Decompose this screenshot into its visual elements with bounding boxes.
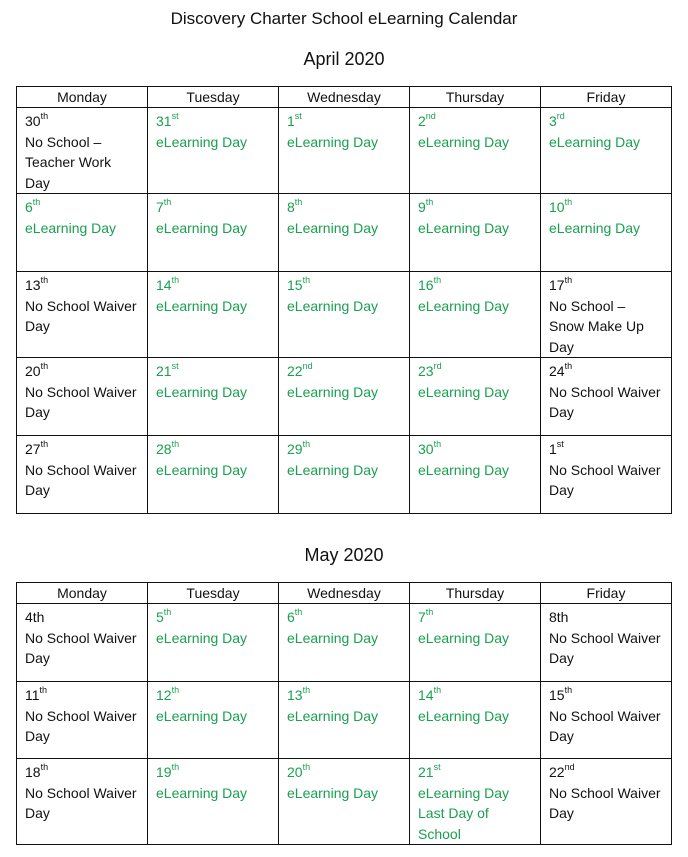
day-cell [541, 759, 672, 845]
day-number-value: 16 [418, 277, 434, 293]
day-number-value: 31 [156, 113, 172, 129]
day-number [287, 685, 401, 706]
day-number-value: 22 [549, 764, 565, 780]
day-number [287, 111, 401, 132]
day-number-value: 30 [25, 113, 41, 129]
week-row [17, 358, 672, 436]
day-status-text: eLearning Day [25, 219, 117, 236]
day-cell [541, 108, 672, 194]
day-status-text: No School Waiver Day [549, 707, 661, 744]
day-status-text: eLearning Day [287, 707, 379, 724]
month-title-may: May 2020 [304, 545, 384, 565]
day-cell [410, 436, 541, 514]
day-status-text: eLearning Day [549, 133, 641, 150]
day-status-text: No School Waiver Day [549, 629, 661, 666]
day-status-text: eLearning Day [418, 297, 510, 314]
day-number-suffix: st [294, 111, 302, 122]
day-number [156, 685, 270, 706]
day-number [25, 762, 139, 783]
page-title: Discovery Charter School eLearning Calendar [170, 9, 518, 28]
day-cell [410, 759, 541, 845]
day-cell [279, 604, 410, 682]
day-number [25, 275, 139, 296]
day-cell [410, 604, 541, 682]
day-cell [541, 604, 672, 682]
day-number-value: 15 [287, 277, 303, 293]
day-number-suffix: th [40, 762, 49, 773]
day-number-value: 22 [287, 363, 303, 379]
day-status-text: eLearning Day [418, 629, 510, 646]
day-status-text: eLearning Day [418, 219, 510, 236]
day-number-suffix: rd [556, 111, 565, 122]
weekday-header: Thursday [410, 583, 541, 604]
day-status-text: eLearning Day [156, 461, 248, 478]
day-number-value: 6 [287, 609, 295, 625]
day-number-value: 27 [25, 441, 41, 457]
day-number-value: 28 [156, 441, 172, 457]
day-number-value: 21 [418, 764, 434, 780]
day-number-value: 20 [287, 764, 303, 780]
day-status-text: eLearning Day [156, 219, 248, 236]
day-number-value: 14 [418, 687, 434, 703]
day-cell [148, 604, 279, 682]
day-number [418, 275, 532, 296]
day-number [287, 275, 401, 296]
day-number-suffix: th [171, 685, 180, 696]
day-status-text: eLearning Day [418, 461, 510, 478]
weekday-header: Thursday [410, 87, 541, 108]
weekday-header: Tuesday [148, 583, 279, 604]
day-number [25, 111, 139, 132]
day-number-value: 29 [287, 441, 303, 457]
month-title-april: April 2020 [303, 49, 385, 69]
week-row [17, 272, 672, 358]
day-status-text: eLearning Day [287, 133, 379, 150]
day-number-suffix: th [433, 439, 442, 450]
day-status-text: No School – Snow Make Up Day [549, 297, 644, 355]
day-number-suffix: th [40, 439, 49, 450]
weekday-header: Friday [541, 583, 672, 604]
weekday-header: Monday [17, 583, 148, 604]
day-cell [148, 436, 279, 514]
day-number [418, 439, 532, 460]
day-cell [541, 194, 672, 272]
day-status-text: eLearning Day Last Day of School [418, 784, 510, 842]
day-number [418, 762, 532, 783]
day-cell [279, 759, 410, 845]
day-status-text: eLearning Day [418, 383, 510, 400]
day-number [25, 197, 139, 218]
day-number-suffix: th [564, 685, 573, 696]
day-number-suffix: st [433, 762, 441, 773]
day-number [549, 685, 663, 706]
day-cell [279, 194, 410, 272]
day-number-value: 30 [418, 441, 434, 457]
day-number [287, 361, 401, 382]
day-cell [541, 272, 672, 358]
day-number-value: 7 [156, 199, 164, 215]
day-number [156, 197, 270, 218]
day-status-text: No School Waiver Day [25, 297, 137, 334]
day-number [418, 607, 532, 628]
day-cell [17, 272, 148, 358]
day-number-value: 11 [25, 687, 40, 703]
day-number-value: 7 [418, 609, 426, 625]
day-status-text: No School Waiver Day [25, 461, 137, 498]
day-cell [148, 108, 279, 194]
day-number [418, 685, 532, 706]
day-status-text: No School Waiver Day [25, 383, 137, 420]
week-row [17, 604, 672, 682]
day-number [549, 439, 663, 460]
day-cell [17, 108, 148, 194]
day-cell [17, 759, 148, 845]
day-number-suffix: nd [564, 762, 575, 773]
day-number-suffix: th [302, 762, 311, 773]
day-number-value: 19 [156, 764, 172, 780]
day-number [549, 111, 663, 132]
week-row [17, 108, 672, 194]
day-status-text: No School – Teacher Work Day [25, 133, 112, 191]
day-status-text: eLearning Day [156, 784, 248, 801]
day-status-text: eLearning Day [287, 629, 379, 646]
day-number-suffix: th [39, 685, 48, 696]
day-number-suffix: th [302, 439, 311, 450]
day-number-suffix: th [294, 607, 303, 618]
day-number-suffix: th [294, 197, 303, 208]
day-number-value: 1 [549, 441, 557, 457]
day-number-value: 24 [549, 363, 565, 379]
day-number-suffix: th [425, 607, 434, 618]
day-number-value: 8th [549, 609, 569, 625]
day-number-value: 5 [156, 609, 164, 625]
day-number-suffix: th [163, 197, 172, 208]
day-number-value: 17 [549, 277, 565, 293]
day-status-text: eLearning Day [156, 707, 248, 724]
day-number [25, 439, 139, 460]
day-number [25, 607, 139, 628]
day-number-suffix: th [302, 685, 311, 696]
day-number [156, 361, 270, 382]
day-cell [410, 194, 541, 272]
day-number-suffix: th [433, 275, 442, 286]
day-cell [410, 682, 541, 759]
day-number-suffix: th [425, 197, 434, 208]
day-number-suffix: th [302, 275, 311, 286]
day-number [156, 275, 270, 296]
day-cell [279, 436, 410, 514]
day-cell [17, 358, 148, 436]
day-number [156, 607, 270, 628]
day-number-value: 6 [25, 199, 33, 215]
day-cell [17, 682, 148, 759]
day-number-value: 1 [287, 113, 295, 129]
calendar-april [16, 86, 672, 514]
day-cell [541, 682, 672, 759]
day-number-value: 23 [418, 363, 434, 379]
day-status-text: No School Waiver Day [25, 629, 137, 666]
day-number [156, 439, 270, 460]
day-number-value: 21 [156, 363, 172, 379]
day-cell [148, 272, 279, 358]
day-number-suffix: th [564, 361, 573, 372]
day-cell [410, 108, 541, 194]
day-number-value: 14 [156, 277, 172, 293]
day-number-suffix: th [40, 111, 49, 122]
day-number [549, 197, 663, 218]
day-number [25, 361, 139, 382]
day-number-suffix: rd [433, 361, 442, 372]
day-number-value: 9 [418, 199, 426, 215]
weekday-header: Friday [541, 87, 672, 108]
weekday-header: Wednesday [279, 583, 410, 604]
day-status-text: eLearning Day [156, 297, 248, 314]
day-number-value: 15 [549, 687, 565, 703]
day-number-suffix: th [171, 439, 180, 450]
day-status-text: No School Waiver Day [549, 784, 661, 821]
day-status-text: eLearning Day [156, 629, 248, 646]
day-number [287, 762, 401, 783]
day-number [287, 439, 401, 460]
day-number [287, 607, 401, 628]
day-cell [279, 358, 410, 436]
day-number [156, 762, 270, 783]
day-number-suffix: th [40, 361, 49, 372]
day-number-suffix: st [171, 361, 179, 372]
day-number [418, 197, 532, 218]
day-number [25, 685, 139, 706]
weekday-header: Wednesday [279, 87, 410, 108]
day-number [549, 361, 663, 382]
day-status-text: eLearning Day [418, 133, 510, 150]
day-number-suffix: nd [302, 361, 313, 372]
day-number-suffix: th [171, 275, 180, 286]
day-number-value: 13 [287, 687, 303, 703]
day-number-value: 20 [25, 363, 41, 379]
day-number-value: 18 [25, 764, 41, 780]
day-status-text: No School Waiver Day [25, 784, 137, 821]
weekday-header: Tuesday [148, 87, 279, 108]
day-status-text: eLearning Day [156, 383, 248, 400]
day-number [156, 111, 270, 132]
day-status-text: eLearning Day [418, 707, 510, 724]
day-number [418, 361, 532, 382]
day-number-suffix: th [433, 685, 442, 696]
day-number-suffix: th [163, 607, 172, 618]
day-cell [17, 436, 148, 514]
day-number [549, 607, 663, 628]
day-cell [279, 272, 410, 358]
day-number-suffix: st [556, 439, 564, 450]
day-status-text: eLearning Day [156, 133, 248, 150]
weekday-header: Monday [17, 87, 148, 108]
day-cell [541, 358, 672, 436]
day-number [418, 111, 532, 132]
day-number-value: 2 [418, 113, 426, 129]
day-cell [279, 682, 410, 759]
week-row [17, 194, 672, 272]
day-number-suffix: th [564, 197, 573, 208]
day-number-suffix: th [40, 275, 49, 286]
day-number-value: 3 [549, 113, 557, 129]
day-number-suffix: th [564, 275, 573, 286]
day-number [287, 197, 401, 218]
day-number-value: 10 [549, 199, 565, 215]
day-status-text: No School Waiver Day [25, 707, 137, 744]
day-number-value: 4th [25, 609, 45, 625]
day-cell [148, 682, 279, 759]
day-status-text: eLearning Day [287, 461, 379, 478]
day-cell [148, 759, 279, 845]
day-number-value: 13 [25, 277, 41, 293]
day-status-text: eLearning Day [287, 219, 379, 236]
day-cell [541, 436, 672, 514]
week-row [17, 759, 672, 845]
calendar-may [16, 582, 672, 845]
week-row [17, 682, 672, 759]
day-cell [148, 358, 279, 436]
day-number [549, 762, 663, 783]
day-status-text: eLearning Day [287, 383, 379, 400]
day-cell [17, 194, 148, 272]
day-status-text: eLearning Day [287, 297, 379, 314]
week-row [17, 436, 672, 514]
day-status-text: No School Waiver Day [549, 461, 661, 498]
day-number-suffix: st [171, 111, 179, 122]
day-number-suffix: th [32, 197, 41, 208]
weekday-header-row [17, 583, 672, 604]
day-cell [410, 272, 541, 358]
day-number-suffix: nd [425, 111, 436, 122]
day-status-text: eLearning Day [549, 219, 641, 236]
day-cell [17, 604, 148, 682]
day-number [549, 275, 663, 296]
day-status-text: No School Waiver Day [549, 383, 661, 420]
day-status-text: eLearning Day [287, 784, 379, 801]
day-cell [279, 108, 410, 194]
day-cell [410, 358, 541, 436]
day-cell [148, 194, 279, 272]
day-number-suffix: th [171, 762, 180, 773]
day-number-value: 12 [156, 687, 172, 703]
day-number-value: 8 [287, 199, 295, 215]
weekday-header-row [17, 87, 672, 108]
